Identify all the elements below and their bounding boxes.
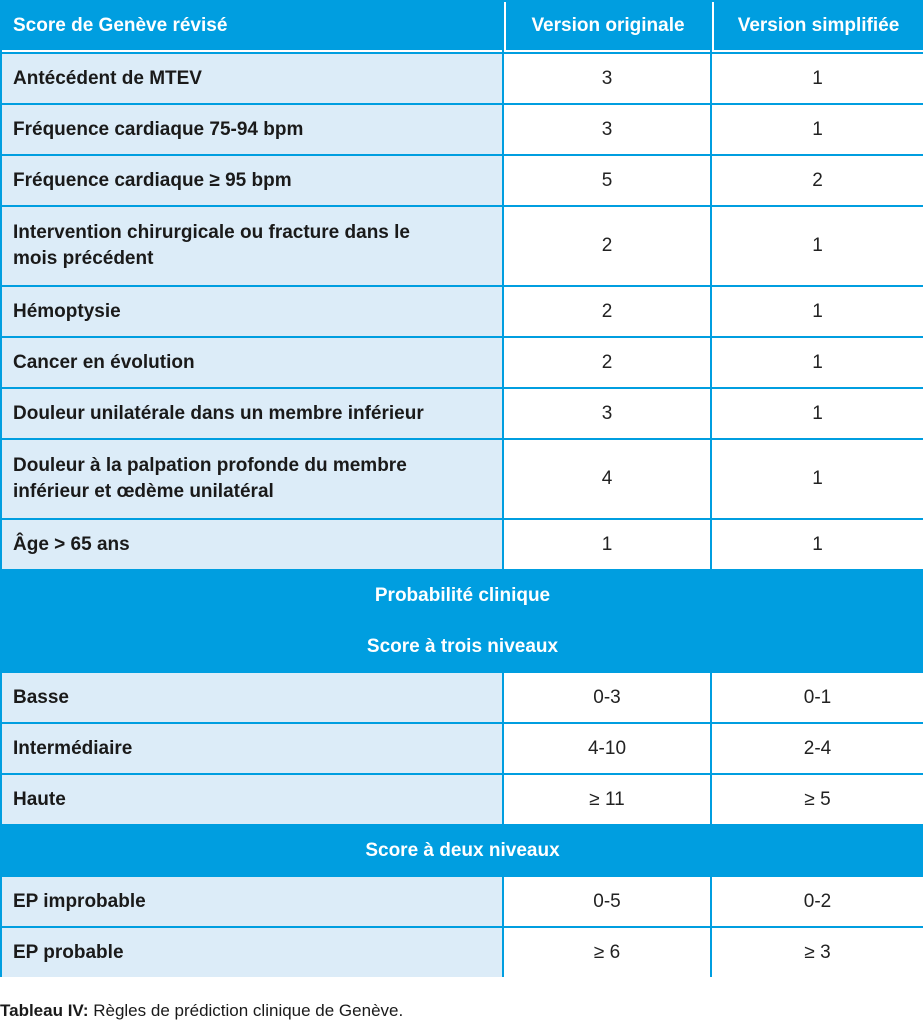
section-row [2, 622, 923, 671]
criterion-label: Fréquence cardiaque ≥ 95 bpm [2, 156, 502, 205]
header-simplified: Version simplifiée [712, 2, 923, 52]
level-label: EP probable [2, 928, 502, 977]
header-original: Version originale [504, 2, 710, 52]
caption-text: Règles de prédiction clinique de Genève. [88, 1001, 404, 1020]
criterion-label: Âge > 65 ans [2, 520, 502, 569]
original-value: 5 [504, 156, 710, 205]
simplified-value: ≥ 5 [712, 775, 923, 824]
simplified-value: 1 [712, 338, 923, 387]
section-row [2, 826, 923, 875]
original-value: ≥ 6 [504, 928, 710, 977]
table-row [2, 389, 923, 438]
original-value: 3 [504, 389, 710, 438]
section-row [2, 571, 923, 620]
simplified-value: 1 [712, 54, 923, 103]
original-value: 3 [504, 54, 710, 103]
caption-label: Tableau IV: [0, 1001, 89, 1020]
simplified-value: 1 [712, 207, 923, 285]
simplified-value: ≥ 3 [712, 928, 923, 977]
table-row [2, 520, 923, 569]
table-row [2, 105, 923, 154]
original-value: 1 [504, 520, 710, 569]
section-two-levels: Score à deux niveaux [2, 826, 923, 875]
criterion-label: Intervention chirurgicale ou fracture dans le mois précédent [2, 207, 502, 285]
simplified-value: 1 [712, 520, 923, 569]
original-value: 4 [504, 440, 710, 518]
original-value: ≥ 11 [504, 775, 710, 824]
table-row [2, 928, 923, 977]
simplified-value: 0-2 [712, 877, 923, 926]
criterion-label: Cancer en évolution [2, 338, 502, 387]
simplified-value: 1 [712, 287, 923, 336]
criterion-label: Douleur unilatérale dans un membre inférieur [2, 389, 502, 438]
original-value: 2 [504, 338, 710, 387]
criterion-label: Antécédent de MTEV [2, 54, 502, 103]
level-label: EP improbable [2, 877, 502, 926]
simplified-value: 0-1 [712, 673, 923, 722]
table-header-row [2, 2, 923, 52]
table-row [2, 287, 923, 336]
section-clinical-probability: Probabilité clinique [2, 571, 923, 620]
level-label: Basse [2, 673, 502, 722]
table-row [2, 54, 923, 103]
simplified-value: 2 [712, 156, 923, 205]
table-row [2, 440, 923, 518]
table-row [2, 877, 923, 926]
original-value: 0-5 [504, 877, 710, 926]
table-row [2, 338, 923, 387]
table-row [2, 775, 923, 824]
original-value: 2 [504, 207, 710, 285]
original-value: 2 [504, 287, 710, 336]
table-row [2, 156, 923, 205]
level-label: Intermédiaire [2, 724, 502, 773]
table-row [2, 673, 923, 722]
section-three-levels: Score à trois niveaux [2, 622, 923, 671]
criterion-label: Fréquence cardiaque 75-94 bpm [2, 105, 502, 154]
header-score: Score de Genève révisé [2, 2, 502, 52]
level-label: Haute [2, 775, 502, 824]
original-value: 0-3 [504, 673, 710, 722]
simplified-value: 2-4 [712, 724, 923, 773]
criterion-label: Hémoptysie [2, 287, 502, 336]
simplified-value: 1 [712, 440, 923, 518]
original-value: 3 [504, 105, 710, 154]
original-value: 4-10 [504, 724, 710, 773]
simplified-value: 1 [712, 105, 923, 154]
table-caption [0, 1001, 923, 1021]
table-row [2, 207, 923, 285]
simplified-value: 1 [712, 389, 923, 438]
table-row [2, 724, 923, 773]
criterion-label: Douleur à la palpation profonde du membre inférieur et œdème unilatéral [2, 440, 502, 518]
